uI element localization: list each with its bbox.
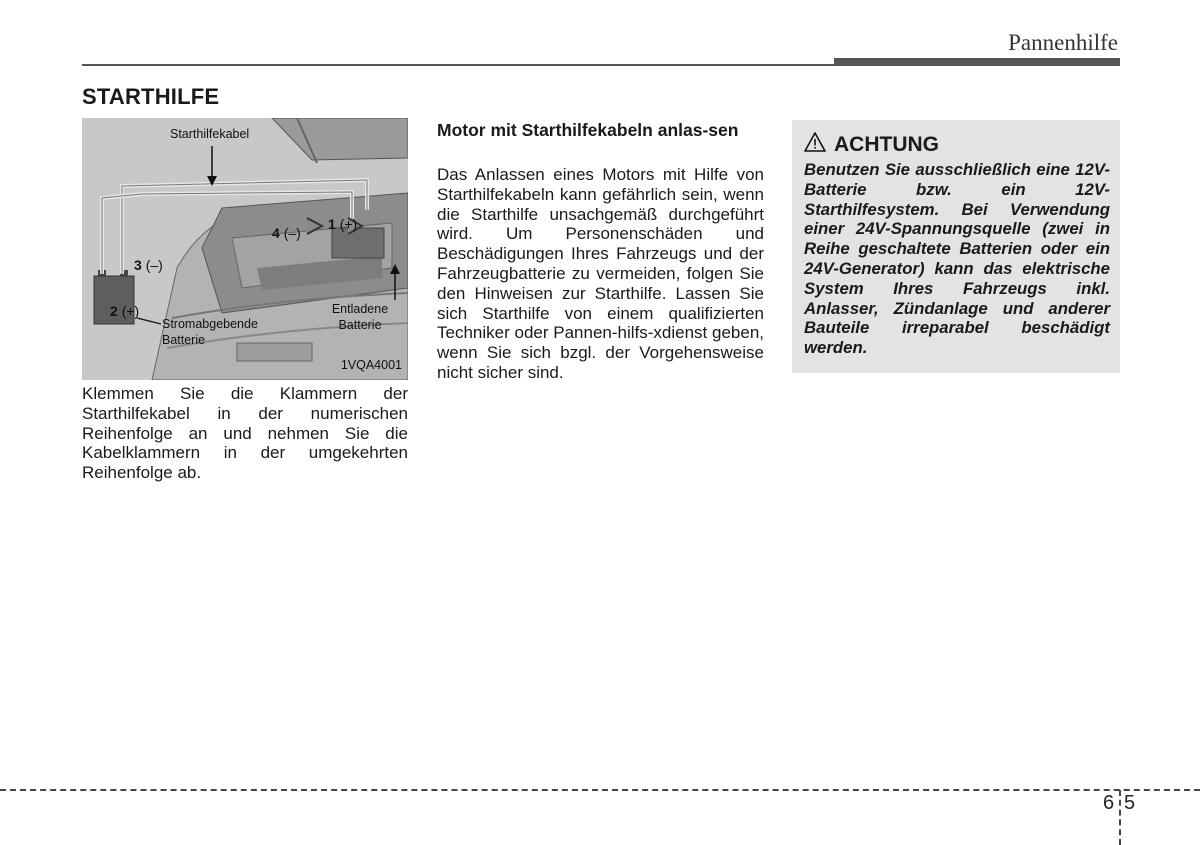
marker-sign: (–) (283, 225, 301, 241)
marker-2 (110, 303, 139, 319)
chapter-number: 6 (1103, 792, 1115, 814)
section-title: STARTHILFE (82, 84, 220, 109)
motor-body-text: Das Anlassen eines Motors mit Hilfe von Starthilfekabeln kann gefährlich sein, wenn die Starthilfe unsachgemäß durchgeführt wird. Um Personenschäden und Beschädigungen Ihres Fahrzeugs und der Fahrzeugbatterie zu vermeiden, folgen Sie den Hinweisen zur Starthilfe. Lassen Sie sich Starthilfe von einem qualifizierten Techniker oder Pannen-hilfs-xdienst geben, wenn Sie sich bzgl. der Vorgehensweise nicht sicher sind. (437, 165, 764, 382)
warning-header (804, 132, 939, 157)
page-number: 5 (1124, 792, 1136, 814)
warning-box (792, 120, 1120, 373)
page-number-separator (1119, 790, 1121, 845)
donor-battery-label: Stromabgebende Batterie (162, 317, 258, 347)
figure-code: 1VQA4001 (340, 358, 402, 372)
marker-sign: (+) (339, 216, 358, 232)
warning-triangle-icon (804, 132, 826, 157)
marker-1 (328, 216, 357, 232)
marker-sign: (+) (121, 303, 140, 319)
marker-number: 3 (134, 257, 142, 273)
marker-4 (272, 225, 301, 241)
marker-number: 2 (110, 303, 118, 319)
marker-sign: (–) (145, 257, 163, 273)
warning-body-text: Benutzen Sie ausschließlich eine 12V-Batterie bzw. ein 12V-Starthilfesystem. Bei Verwendung einer 24V-Spannungsquelle (zwei in Reihe geschaltete Batterien oder ein 24V-Generator) kann das elektrische System Ihres Fahrzeugs inkl. Anlasser, Zündanlage und anderer Bauteile irreparabel beschädigt werden. (804, 160, 1110, 358)
marker-3 (134, 257, 163, 273)
warning-title: ACHTUNG (834, 132, 939, 156)
marker-number: 1 (328, 216, 336, 232)
figure-caption: Klemmen Sie die Klammern der Starthilfekabel in der numerischen Reihenfolge an und nehmen Sie die Kabelklammern in der umgekehrten Reihenfolge ab. (82, 384, 408, 483)
motor-heading: Motor mit Starthilfekabeln anlas-sen (437, 120, 739, 140)
cable-label: Starthilfekabel (170, 127, 250, 141)
dead-battery-label: Entladene Batterie (331, 302, 389, 332)
footer-rule (0, 789, 1200, 791)
jump-start-figure (82, 118, 408, 380)
marker-number: 4 (272, 225, 280, 241)
header-accent-bar (834, 58, 1120, 66)
running-header-title: Pannenhilfe (1008, 30, 1118, 55)
